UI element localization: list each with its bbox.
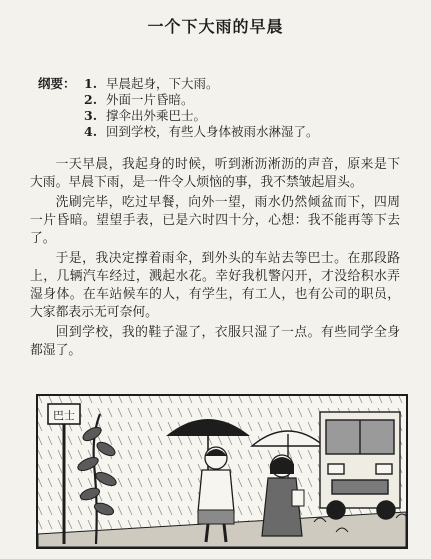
outline-item-text: 撑伞出外乘巴士。	[106, 108, 207, 123]
outline-item	[84, 92, 319, 108]
outline-item	[84, 108, 319, 124]
outline-item-text: 早晨起身，下大雨。	[106, 76, 219, 91]
bus-sign-label: 巴士	[53, 409, 75, 422]
essay-title: 一个下大雨的早晨	[147, 17, 284, 36]
outline-item-number: 1.	[84, 76, 98, 91]
outline-item-number: 2.	[84, 92, 98, 107]
rain-illustration	[36, 394, 408, 549]
illustration-svg	[36, 394, 408, 549]
paragraph: 回到学校，我的鞋子湿了，衣服只湿了一点。有些同学全身都湿了。	[30, 325, 400, 358]
outline-list	[84, 76, 319, 140]
outline-item	[84, 124, 319, 140]
paragraph: 一天早晨，我起身的时候，听到淅沥淅沥的声音，原来是下大雨。早晨下雨，是一件令人烦恼的事，我不禁皱起眉头。	[30, 157, 400, 190]
outline-item	[84, 76, 319, 92]
bus-icon	[320, 412, 400, 519]
paragraph: 于是，我决定撑着雨伞，到外头的车站去等巴士。在那段路上，几辆汽车经过，溅起水花。幸好我机警闪开，才没给积水弄湿身体。在车站候车的人，有学生，有工人，也有公司的职员，大家都表示无可奈何。	[30, 251, 400, 320]
outline-item-text: 回到学校，有些人身体被雨水淋湿了。	[106, 124, 319, 139]
paragraph: 洗刷完毕，吃过早餐，向外一望，雨水仍然倾盆而下，四周一片昏暗。望望手表，已是六时四十分，心想：我不能再等下去了。	[30, 195, 400, 246]
outline-item-number: 3.	[84, 108, 98, 123]
outline-label: 纲要：	[38, 76, 76, 91]
outline-item-text: 外面一片昏暗。	[106, 92, 194, 107]
outline-item-number: 4.	[84, 124, 98, 139]
essay-body	[30, 156, 400, 362]
